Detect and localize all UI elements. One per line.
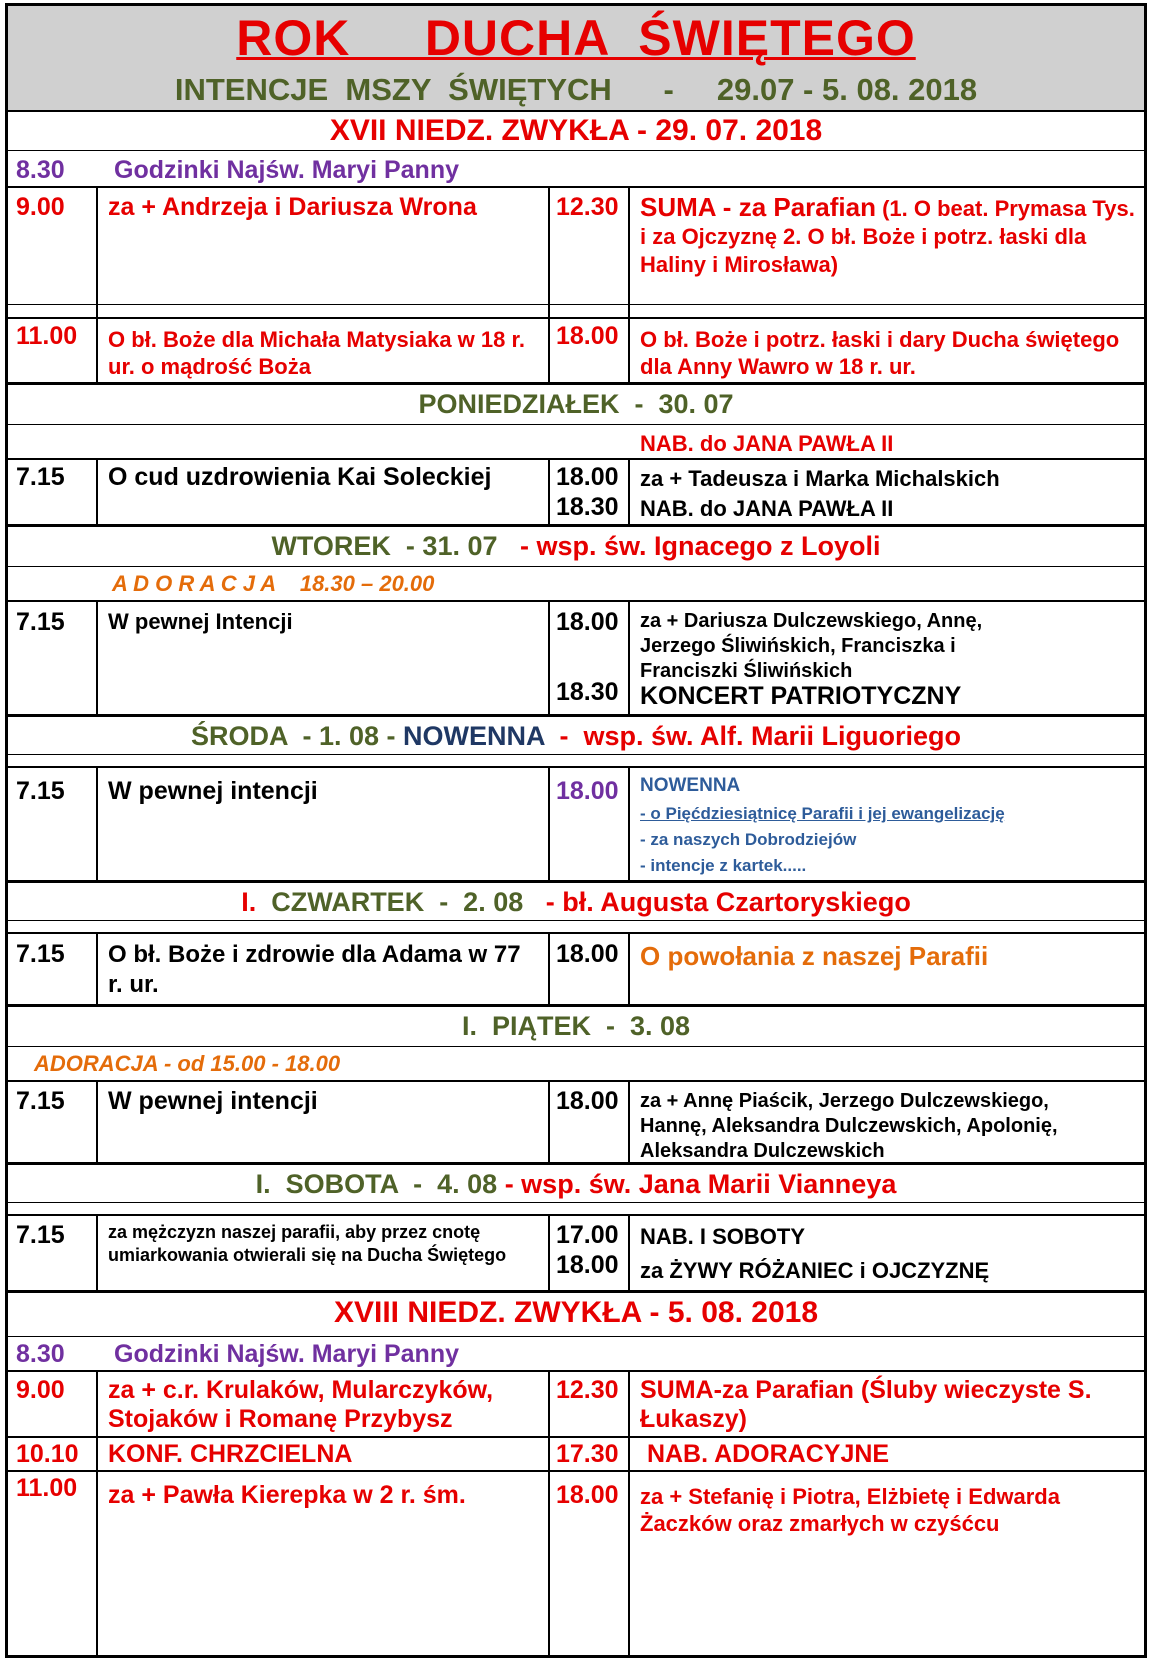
sunday2-mass4-text: NAB. ADORACYJNE xyxy=(640,1440,890,1468)
monday-mass2-text: za + Tadeusza i Marka Michalskich xyxy=(640,466,1000,491)
friday-mass1-text: W pewnej intencji xyxy=(108,1087,318,1115)
tuesday-mass1-time: 7.15 xyxy=(16,608,65,636)
page-title: ROK DUCHA ŚWIĘTEGO xyxy=(236,10,916,66)
saturday-mass3-text: za ŻYWY RÓŻANIEC i OJCZYZNĘ xyxy=(640,1258,990,1283)
sunday1-mass1-time: 9.00 xyxy=(16,193,65,221)
wednesday-mass1-time: 7.15 xyxy=(16,777,65,805)
sunday2-mass1-time: 9.00 xyxy=(16,1376,65,1404)
sunday1-suma-label: SUMA - za Parafian xyxy=(640,192,876,222)
tuesday-mass2-text: za + Dariusza Dulczewskiego, Annę, Jerzego Śliwińskich, Franciszka i Franciszki Śliwińskich xyxy=(640,610,983,682)
tuesday-adoracja: A D O R A C J A 18.30 – 20.00 xyxy=(112,571,435,596)
page-header xyxy=(8,6,1144,112)
monday-mass1-time: 7.15 xyxy=(16,463,65,491)
friday-heading: I. PIĄTEK - 3. 08 xyxy=(461,1011,691,1041)
saturday-mass1-text: za mężczyzn naszej parafii, aby przez cnotę umiarkowania otwierali się na Ducha Świętego xyxy=(108,1222,507,1265)
sunday2-godzinki-time: 8.30 xyxy=(16,1340,65,1368)
saturday-mass2-time: 17.00 xyxy=(556,1221,619,1249)
wednesday-nowenna-item3: - intencje z kartek..... xyxy=(640,856,807,875)
wednesday-heading xyxy=(8,720,1144,752)
friday-adoracja: ADORACJA - od 15.00 - 18.00 xyxy=(34,1051,341,1076)
wednesday-nowenna-item2: - za naszych Dobrodziejów xyxy=(640,830,857,849)
wednesday-heading-day: ŚRODA xyxy=(190,721,288,751)
tuesday-mass2-time: 18.00 xyxy=(556,608,619,636)
wednesday-heading-nowenna: NOWENNA xyxy=(403,721,545,751)
thursday-mass2-text: O powołania z naszej Parafii xyxy=(640,941,989,971)
monday-mass3-text: NAB. do JANA PAWŁA II xyxy=(640,496,894,521)
sunday2-mass5-time: 11.00 xyxy=(16,1474,78,1502)
sunday1-mass4-time: 18.00 xyxy=(556,322,619,350)
friday-mass2-text: za + Annę Piaścik, Jerzego Dulczewskiego, Hannę, Aleksandra Dulczewskich, Apolonię, Aleksandra Dulczewskich xyxy=(640,1090,1058,1162)
saturday-mass2-text: NAB. I SOBOTY xyxy=(640,1224,806,1249)
saturday-heading xyxy=(8,1168,1144,1200)
sunday1-mass2-text xyxy=(640,193,1140,279)
wednesday-mass2-time: 18.00 xyxy=(556,777,619,805)
sunday2-mass2-text: SUMA-za Parafian (Śluby wieczyste S. Łukaszy) xyxy=(640,1376,1092,1433)
thursday-heading-saint: - bł. Augusta Czartoryskiego xyxy=(538,887,911,917)
wednesday-nowenna-label: NOWENNA xyxy=(640,775,741,796)
thursday-heading xyxy=(8,886,1144,918)
sunday2-mass5-text: za + Pawła Kierepka w 2 r. śm. xyxy=(108,1481,466,1509)
wednesday-mass1-text: W pewnej intencji xyxy=(108,777,318,805)
tuesday-heading-date: WTOREK - 31. 07 xyxy=(271,531,513,561)
wednesday-heading-saint: - wsp. św. Alf. Marii Liguoriego xyxy=(544,721,962,751)
sunday1-suma-detail: (1. O beat. Prymasa Tys. i za Ojczyznę 2. O bł. Boże i potrz. łaski dla Haliny i Mirosława) xyxy=(640,196,1135,277)
thursday-mass1-text: O bł. Boże i zdrowie dla Adama w 77 r. ur. xyxy=(108,941,521,998)
saturday-mass1-time: 7.15 xyxy=(16,1221,65,1249)
monday-mass2-time: 18.00 xyxy=(556,463,619,491)
thursday-heading-date: CZWARTEK - 2. 08 xyxy=(256,887,539,917)
wednesday-nowenna-item1: - o Pięćdziesiątnicę Parafii i jej ewangelizację xyxy=(640,804,1005,823)
friday-mass2-time: 18.00 xyxy=(556,1087,619,1115)
tuesday-heading xyxy=(8,530,1144,562)
tuesday-heading-saint: - wsp. św. Ignacego z Loyoli xyxy=(512,531,881,561)
page-subtitle: INTENCJE MSZY ŚWIĘTYCH - 29.07 - 5. 08. 2018 xyxy=(174,72,978,107)
sunday2-godzinki-text: Godzinki Najśw. Maryi Panny xyxy=(114,1340,459,1368)
tuesday-mass1-text: W pewnej Intencji xyxy=(108,609,293,634)
monday-mass1-text: O cud uzdrowienia Kai Soleckiej xyxy=(108,463,492,491)
sunday2-mass3-time: 10.10 xyxy=(16,1440,79,1468)
sunday1-mass1-text: za + Andrzeja i Dariusza Wrona xyxy=(108,193,477,221)
sunday2-mass1-text: za + c.r. Krulaków, Mularczyków, Stojaków i Romanę Przybysz xyxy=(108,1376,494,1433)
sunday1-mass2-time: 12.30 xyxy=(556,193,619,221)
monday-nab-top: NAB. do JANA PAWŁA II xyxy=(640,431,894,456)
sunday2-mass2-time: 12.30 xyxy=(556,1376,619,1404)
thursday-heading-first: I. xyxy=(241,887,257,917)
sunday2-mass6-text: za + Stefanię i Piotra, Elżbietę i Edwarda Żaczków oraz zmarłych w czyśćcu xyxy=(640,1484,1060,1536)
saturday-mass3-time: 18.00 xyxy=(556,1251,619,1279)
sunday1-godzinki-text: Godzinki Najśw. Maryi Panny xyxy=(114,156,459,184)
saturday-heading-saint: - wsp. św. Jana Marii Vianneya xyxy=(497,1169,897,1199)
sunday1-mass4-text: O bł. Boże i potrz. łaski i dary Ducha świętego dla Anny Wawro w 18 r. ur. xyxy=(640,327,1120,379)
mass-schedule-sheet xyxy=(5,3,1147,1658)
thursday-mass1-time: 7.15 xyxy=(16,940,65,968)
sunday1-heading: XVII NIEDZ. ZWYKŁA - 29. 07. 2018 xyxy=(329,114,823,147)
monday-heading: PONIEDZIAŁEK - 30. 07 xyxy=(418,389,734,419)
sunday1-mass3-time: 11.00 xyxy=(16,322,78,350)
friday-mass1-time: 7.15 xyxy=(16,1087,65,1115)
sunday1-mass3-text: O bł. Boże dla Michała Matysiaka w 18 r. ur. o mądrość Boża xyxy=(108,327,525,379)
tuesday-mass3-text: KONCERT PATRIOTYCZNY xyxy=(640,682,962,710)
saturday-heading-date: I. SOBOTA - 4. 08 xyxy=(255,1169,498,1199)
sunday2-mass4-time: 17.30 xyxy=(556,1440,619,1468)
thursday-mass2-time: 18.00 xyxy=(556,940,619,968)
wednesday-heading-date: - 1. 08 - xyxy=(287,721,404,751)
sunday2-heading: XVIII NIEDZ. ZWYKŁA - 5. 08. 2018 xyxy=(333,1296,818,1329)
sunday2-mass3-text: KONF. CHRZCIELNA xyxy=(108,1440,353,1468)
sunday1-godzinki-time: 8.30 xyxy=(16,156,65,184)
monday-mass3-time: 18.30 xyxy=(556,493,619,521)
tuesday-mass3-time: 18.30 xyxy=(556,678,619,706)
sunday2-mass6-time: 18.00 xyxy=(556,1481,619,1509)
